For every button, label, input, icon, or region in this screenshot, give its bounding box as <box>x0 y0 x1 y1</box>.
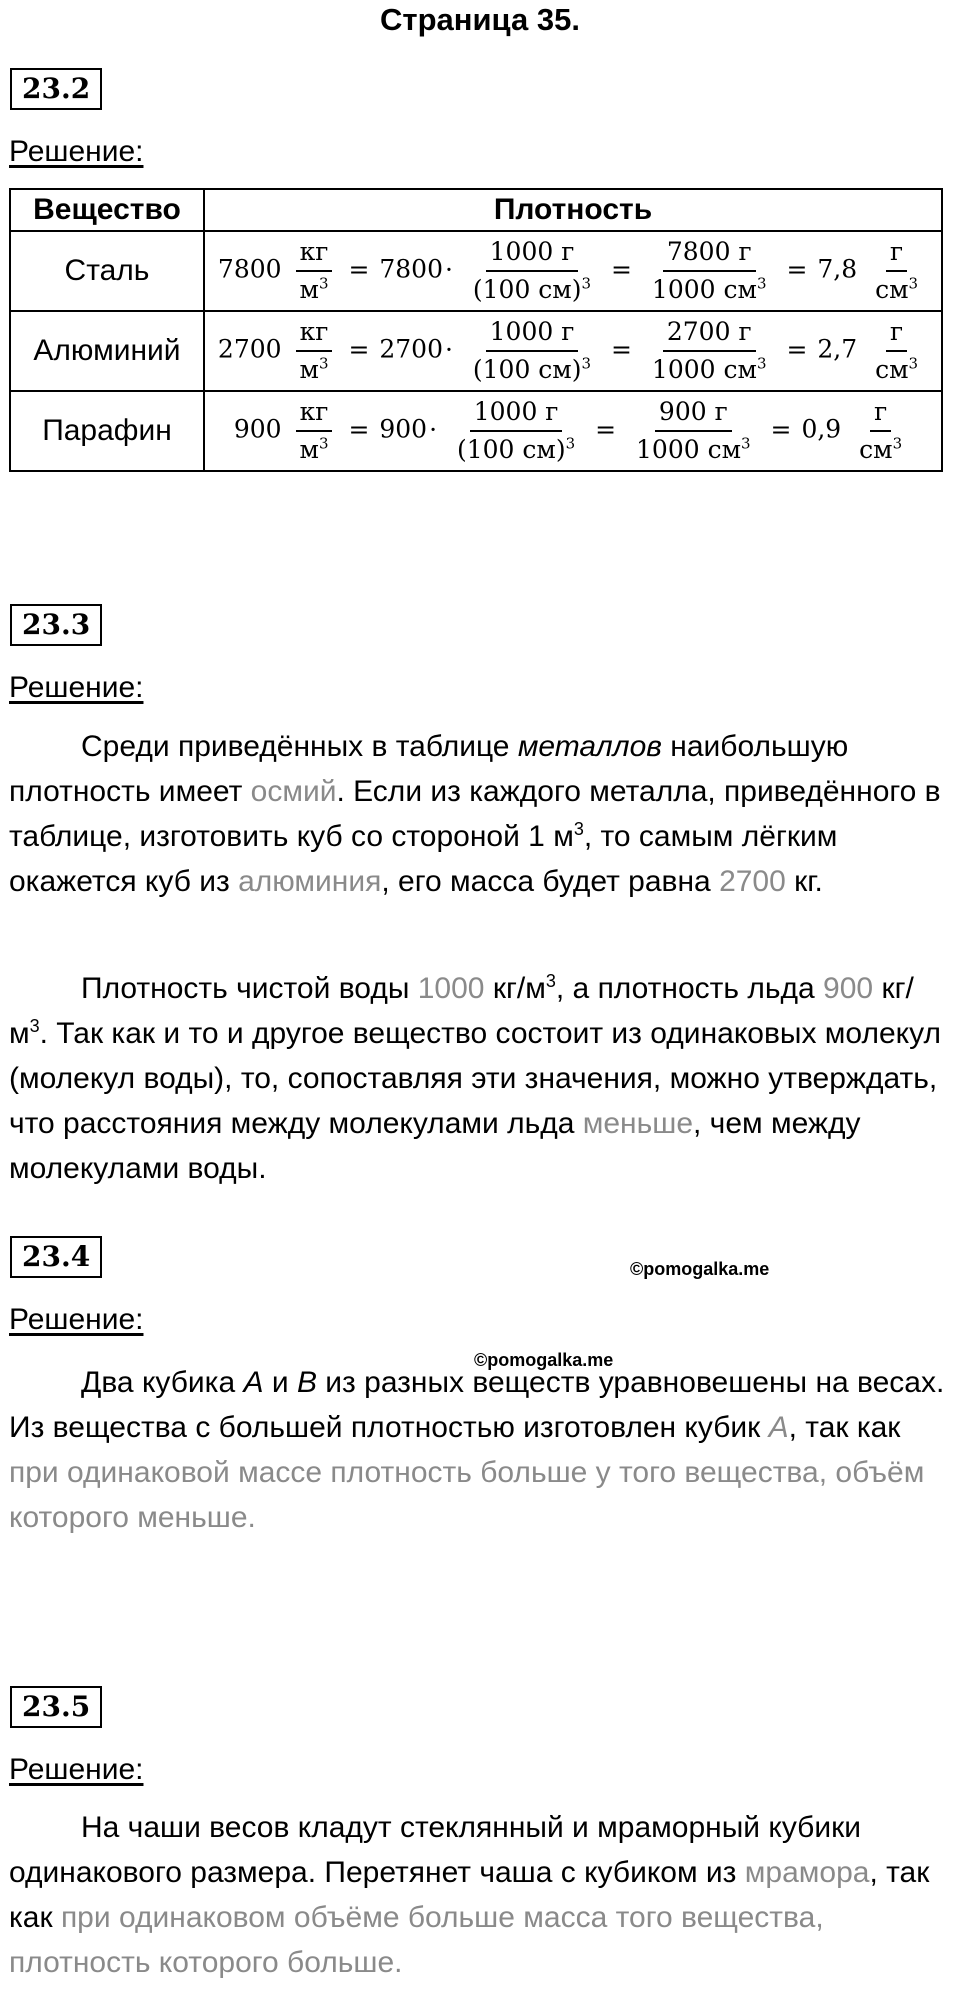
page-title: Страница 35. <box>380 2 580 37</box>
equals-sign: = <box>611 254 632 284</box>
task-number-23-3: 23.3 <box>10 604 102 646</box>
solution-label-23-2: Решение: <box>9 135 144 168</box>
task-number-23-2: 23.2 <box>10 68 102 110</box>
unit-fraction <box>296 316 333 386</box>
paragraph-23-3-2: Плотность чистой воды 1000 $кг/м^3$, а плотность льда 900 $кг/м^3$. Так как и то и другое вещество состоит из одинаковых молекул (молекул воды), то, сопоставляя эти значения, можно утверждать, что расстояния между молекулами льда меньше, чем между молекулами воды. <box>9 971 941 1185</box>
paragraph-23-5-1: На чаши весов кладут стеклянный и мраморный кубики одинакового размера. Перетянет чаша с кубиком из мрамора, так как при одинаковом объёме больше масса того вещества, плотность которого больше. <box>9 1811 930 1979</box>
numerator: г <box>886 316 907 352</box>
value: 2700 <box>379 334 443 364</box>
unit-fraction <box>296 236 333 306</box>
numerator: г <box>870 396 891 432</box>
substance-name: Сталь <box>10 231 204 311</box>
conversion-fraction <box>469 316 595 386</box>
conversion-fraction <box>469 236 595 306</box>
equals-sign: = <box>348 254 370 284</box>
denominator: 1000 $см^3$ <box>651 354 767 384</box>
solution-label-23-4: Решение: <box>9 1303 144 1336</box>
result-value: 0,9 <box>801 414 842 444</box>
numerator: 1000 г <box>470 396 563 432</box>
result-fraction <box>632 396 755 466</box>
equals-sign: = <box>786 334 808 364</box>
substance-name: Алюминий <box>10 311 204 391</box>
unit-fraction <box>855 396 906 466</box>
denominator: (100 см)$^3$ <box>456 434 576 464</box>
density-table-header <box>10 189 942 231</box>
unit-fraction <box>871 236 922 306</box>
denominator: $см^3$ <box>859 434 903 464</box>
denominator: (100 см)$^3$ <box>472 354 592 384</box>
table-row-paraffin <box>10 391 942 471</box>
density-formula <box>204 231 942 311</box>
denominator: 1000 $см^3$ <box>651 274 767 304</box>
equals-sign: = <box>595 414 617 444</box>
numerator: кг <box>296 396 333 432</box>
numerator: 1000 г <box>486 236 579 272</box>
numerator: кг <box>296 316 333 352</box>
equals-sign: = <box>770 414 792 444</box>
equals-sign: = <box>348 414 370 444</box>
numerator: кг <box>296 236 333 272</box>
table-row-steel <box>10 231 942 311</box>
paragraph-23-4-1: Два кубика А и В из разных веществ уравновешены на весах. Из вещества с большей плотностью изготовлен кубик А, так как при одинаковой массе плотность больше у того вещества, объём которого меньше. <box>9 1366 945 1534</box>
denominator: $см^3$ <box>875 274 919 304</box>
result-fraction <box>648 316 771 386</box>
result-fraction <box>648 236 771 306</box>
numerator: 7800 г <box>663 236 756 272</box>
dot-sign: · <box>429 414 438 444</box>
watermark: ©pomogalka.me <box>630 1259 770 1279</box>
equals-sign: = <box>611 334 632 364</box>
value: 900 <box>379 414 428 444</box>
conversion-fraction <box>453 396 579 466</box>
denominator: $м^3$ <box>299 354 329 384</box>
density-formula <box>204 311 942 391</box>
table-row-aluminium <box>10 311 942 391</box>
watermark: ©pomogalka.me <box>474 1350 614 1370</box>
numerator: г <box>886 236 907 272</box>
numerator: 900 г <box>655 396 732 432</box>
substance-name: Парафин <box>10 391 204 471</box>
unit-fraction <box>296 396 333 466</box>
unit-fraction <box>871 316 922 386</box>
value: 7800 <box>217 254 282 284</box>
header-density: Плотность <box>204 189 942 231</box>
task-number-23-4: 23.4 <box>10 1236 102 1278</box>
result-value: 7,8 <box>817 254 858 284</box>
numerator: 2700 г <box>663 316 756 352</box>
equals-sign: = <box>348 334 370 364</box>
solution-label-23-5: Решение: <box>9 1753 144 1786</box>
denominator: $м^3$ <box>299 434 329 464</box>
paragraph-23-3-1: Среди приведённых в таблице металлов наибольшую плотность имеет осмий. Если из каждого металла, приведённого в таблице, изготовить куб со стороной 1 $м^3$, то самым лёгким окажется куб из алюминия, его масса будет равна 2700 кг. <box>9 730 941 898</box>
dot-sign: · <box>444 254 453 284</box>
dot-sign: · <box>444 334 453 364</box>
denominator: $м^3$ <box>299 274 329 304</box>
denominator: 1000 $см^3$ <box>636 434 751 464</box>
solution-label-23-3: Решение: <box>9 671 144 704</box>
equals-sign: = <box>786 254 808 284</box>
density-formula <box>204 391 942 471</box>
task-number-23-5: 23.5 <box>10 1686 102 1728</box>
density-table <box>9 188 943 472</box>
value: 2700 <box>217 334 282 364</box>
denominator: $см^3$ <box>875 354 919 384</box>
denominator: (100 см)$^3$ <box>472 274 592 304</box>
value: 900 <box>233 414 282 444</box>
value: 7800 <box>379 254 443 284</box>
result-value: 2,7 <box>817 334 858 364</box>
header-substance: Вещество <box>10 189 204 231</box>
numerator: 1000 г <box>486 316 579 352</box>
